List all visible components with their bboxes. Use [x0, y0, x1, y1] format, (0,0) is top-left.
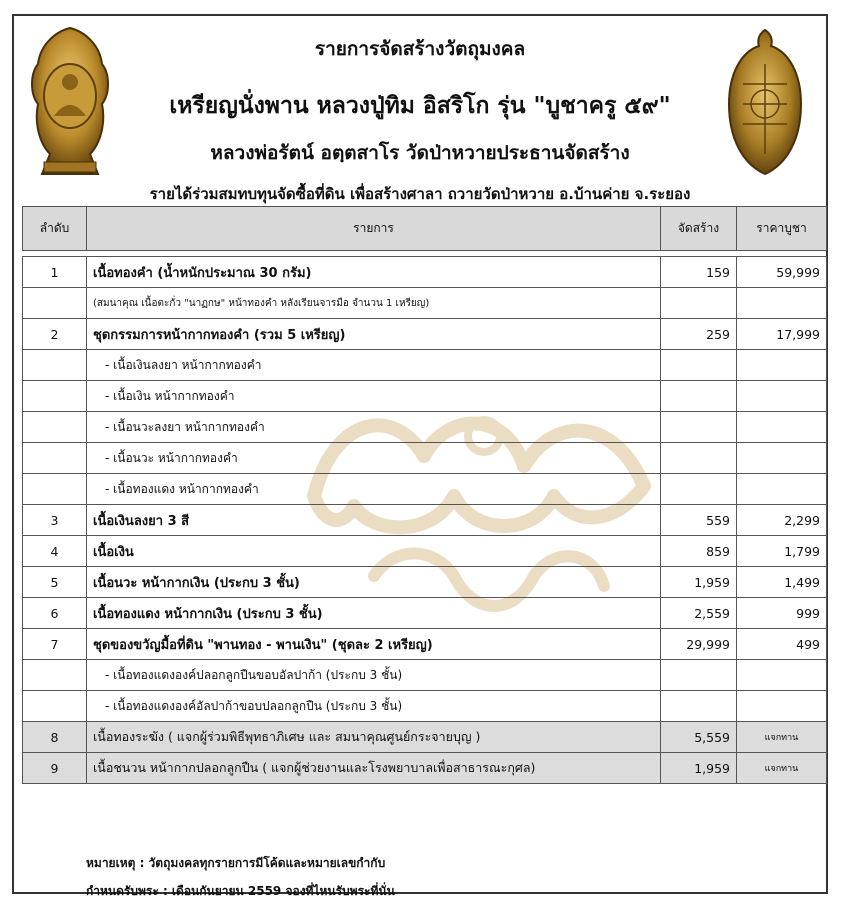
- table-row: [23, 257, 827, 288]
- row-number: [23, 381, 87, 412]
- row-price: [737, 288, 827, 319]
- right-medal-image: [719, 24, 811, 184]
- row-item: ชุดของขวัญมื้อที่ดิน "พานทอง - พานเงิน" (ชุดละ 2 เหรียญ): [87, 629, 661, 660]
- row-quantity: 2,559: [661, 598, 737, 629]
- row-quantity: 5,559: [661, 722, 737, 753]
- row-item: ชุดกรรมการหน้ากากทองคำ (รวม 5 เหรียญ): [87, 319, 661, 350]
- document-frame: [12, 14, 828, 898]
- row-quantity: [661, 381, 737, 412]
- row-price: 999: [737, 598, 827, 629]
- row-item: เนื้อนวะ หน้ากากเงิน (ประกบ 3 ชั้น): [87, 567, 661, 598]
- table-row: [23, 474, 827, 505]
- table-row: [23, 629, 827, 660]
- table-row: [23, 598, 827, 629]
- header: [14, 16, 826, 203]
- row-number: 8: [23, 722, 87, 753]
- row-item: - เนื้อนวะ หน้ากากทองคำ: [87, 443, 661, 474]
- row-item: เนื้อชนวน หน้ากากปลอกลูกปืน ( แจกผู้ช่วยงานและโรงพยาบาลเพื่อสาธารณะกุศล): [87, 753, 661, 784]
- row-number: [23, 691, 87, 722]
- column-header-item: รายการ: [87, 207, 661, 251]
- table-row: [23, 412, 827, 443]
- row-number: [23, 474, 87, 505]
- row-quantity: 259: [661, 319, 737, 350]
- items-table: [22, 206, 827, 784]
- row-quantity: [661, 660, 737, 691]
- row-price: 1,499: [737, 567, 827, 598]
- row-item: เนื้อทองคำ (น้ำหนักประมาณ 30 กรัม): [87, 257, 661, 288]
- row-price: 17,999: [737, 319, 827, 350]
- row-number: [23, 443, 87, 474]
- row-price: [737, 691, 827, 722]
- row-quantity: [661, 350, 737, 381]
- row-quantity: 1,959: [661, 567, 737, 598]
- table-row: [23, 505, 827, 536]
- table-row: [23, 381, 827, 412]
- row-quantity: 1,959: [661, 753, 737, 784]
- row-price: 2,299: [737, 505, 827, 536]
- row-price: [737, 443, 827, 474]
- row-item: เนื้อเงิน: [87, 536, 661, 567]
- footer-note: หมายเหตุ : วัตถุมงคลทุกรายการมีโค้ดและหมายเลขกำกับ: [86, 856, 386, 870]
- table-row: [23, 288, 827, 319]
- column-header-no: ลำดับ: [23, 207, 87, 251]
- row-number: 7: [23, 629, 87, 660]
- table-row: [23, 753, 827, 784]
- row-item: (สมนาคุณ เนื้อตะกั่ว "นาฏกษ" หน้าทองคำ หลังเรียนจารมือ จำนวน 1 เหรียญ): [87, 288, 661, 319]
- table-row: [23, 319, 827, 350]
- row-item: เนื้อทองแดง หน้ากากเงิน (ประกบ 3 ชั้น): [87, 598, 661, 629]
- row-price: แจกทาน: [737, 722, 827, 753]
- row-quantity: [661, 412, 737, 443]
- footer-schedule: กำหนดรับพระ : เดือนกันยายน 2559 จองที่ไหนรับพระที่นั่น: [86, 884, 395, 898]
- table-row: [23, 536, 827, 567]
- row-number: 4: [23, 536, 87, 567]
- header-title: รายการจัดสร้างวัตถุมงคล: [314, 38, 526, 60]
- row-number: 6: [23, 598, 87, 629]
- row-price: [737, 350, 827, 381]
- row-quantity: [661, 288, 737, 319]
- row-price: 59,999: [737, 257, 827, 288]
- row-quantity: 159: [661, 257, 737, 288]
- row-price: [737, 660, 827, 691]
- row-item: - เนื้อทองแดง หน้ากากทองคำ: [87, 474, 661, 505]
- row-price: [737, 412, 827, 443]
- row-number: 3: [23, 505, 87, 536]
- row-price: 1,799: [737, 536, 827, 567]
- column-header-price: ราคาบูชา: [737, 207, 827, 251]
- table-row: [23, 660, 827, 691]
- table-row: [23, 722, 827, 753]
- row-item: - เนื้อนวะลงยา หน้ากากทองคำ: [87, 412, 661, 443]
- row-number: [23, 660, 87, 691]
- row-number: 2: [23, 319, 87, 350]
- row-number: [23, 350, 87, 381]
- row-item: - เนื้อทองแดงองค์ปลอกลูกปืนขอบอัลปาก้า (ประกบ 3 ชั้น): [87, 660, 661, 691]
- row-quantity: [661, 443, 737, 474]
- row-quantity: [661, 691, 737, 722]
- row-quantity: 859: [661, 536, 737, 567]
- row-quantity: 559: [661, 505, 737, 536]
- row-quantity: 29,999: [661, 629, 737, 660]
- row-number: 9: [23, 753, 87, 784]
- table-row: [23, 691, 827, 722]
- header-chairman: หลวงพ่อรัตน์ อตฺตสาโร วัดป่าหวายประธานจัดสร้าง: [210, 142, 630, 164]
- row-number: 1: [23, 257, 87, 288]
- row-quantity: [661, 474, 737, 505]
- row-item: เนื้อเงินลงยา 3 สี: [87, 505, 661, 536]
- row-number: [23, 412, 87, 443]
- row-item: - เนื้อเงิน หน้ากากทองคำ: [87, 381, 661, 412]
- row-item: - เนื้อเงินลงยา หน้ากากทองคำ: [87, 350, 661, 381]
- row-price: แจกทาน: [737, 753, 827, 784]
- row-item: เนื้อทองระฆัง ( แจกผู้ร่วมพิธีพุทธาภิเศษ และ สมนาคุณศูนย์กระจายบุญ ): [87, 722, 661, 753]
- row-price: [737, 474, 827, 505]
- header-purpose: รายได้ร่วมสมทบทุนจัดซื้อที่ดิน เพื่อสร้างศาลา ถวายวัดป่าหวาย อ.บ้านค่าย จ.ระยอง: [149, 185, 691, 203]
- header-medal-name: เหรียญนั่งพาน หลวงปู่ทิม อิสริโก รุ่น "บูชาครู ๕๙": [169, 93, 671, 119]
- row-price: 499: [737, 629, 827, 660]
- row-price: [737, 381, 827, 412]
- row-number: [23, 288, 87, 319]
- row-number: 5: [23, 567, 87, 598]
- row-item: - เนื้อทองแดงองค์อัลปาก้าขอบปลอกลูกปืน (ประกบ 3 ชั้น): [87, 691, 661, 722]
- column-header-quantity: จัดสร้าง: [661, 207, 737, 251]
- table-row: [23, 567, 827, 598]
- table-row: [23, 443, 827, 474]
- table-row: [23, 350, 827, 381]
